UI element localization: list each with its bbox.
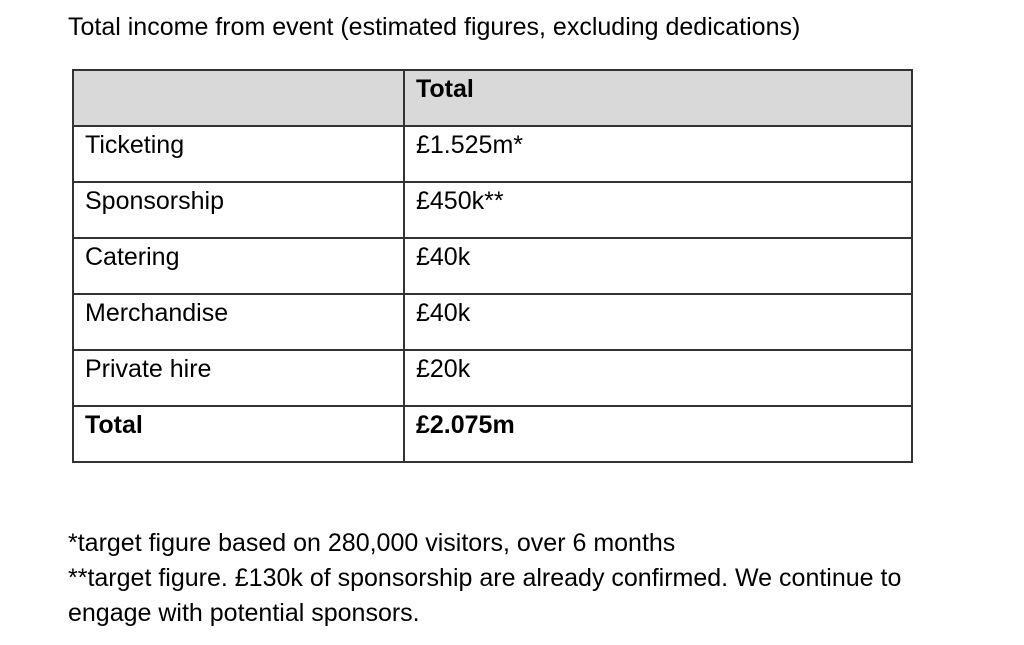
page-title: Total income from event (estimated figures, excluding dedications) — [68, 13, 801, 41]
total-label: Total — [73, 406, 404, 462]
table-row — [73, 182, 912, 238]
table-row — [73, 126, 912, 182]
row-value-merchandise: £40k — [404, 294, 912, 350]
row-value-private-hire: £20k — [404, 350, 912, 406]
header-empty-cell — [73, 70, 404, 126]
table-header-row — [73, 70, 912, 126]
row-label-ticketing: Ticketing — [73, 126, 404, 182]
income-table — [72, 69, 913, 463]
row-value-sponsorship: £450k** — [404, 182, 912, 238]
header-total-cell: Total — [404, 70, 912, 126]
table-row — [73, 294, 912, 350]
row-value-catering: £40k — [404, 238, 912, 294]
table-row — [73, 238, 912, 294]
row-label-catering: Catering — [73, 238, 404, 294]
row-value-ticketing: £1.525m* — [404, 126, 912, 182]
row-label-private-hire: Private hire — [73, 350, 404, 406]
row-label-sponsorship: Sponsorship — [73, 182, 404, 238]
table-row — [73, 350, 912, 406]
footnotes — [68, 526, 988, 631]
row-label-merchandise: Merchandise — [73, 294, 404, 350]
table-total-row — [73, 406, 912, 462]
footnote-sponsorship: **target figure. £130k of sponsorship are already confirmed. We continue to engage with potential sponsors. — [68, 564, 902, 627]
footnote-ticketing: *target figure based on 280,000 visitors, over 6 months — [68, 529, 676, 557]
total-value: £2.075m — [404, 406, 912, 462]
